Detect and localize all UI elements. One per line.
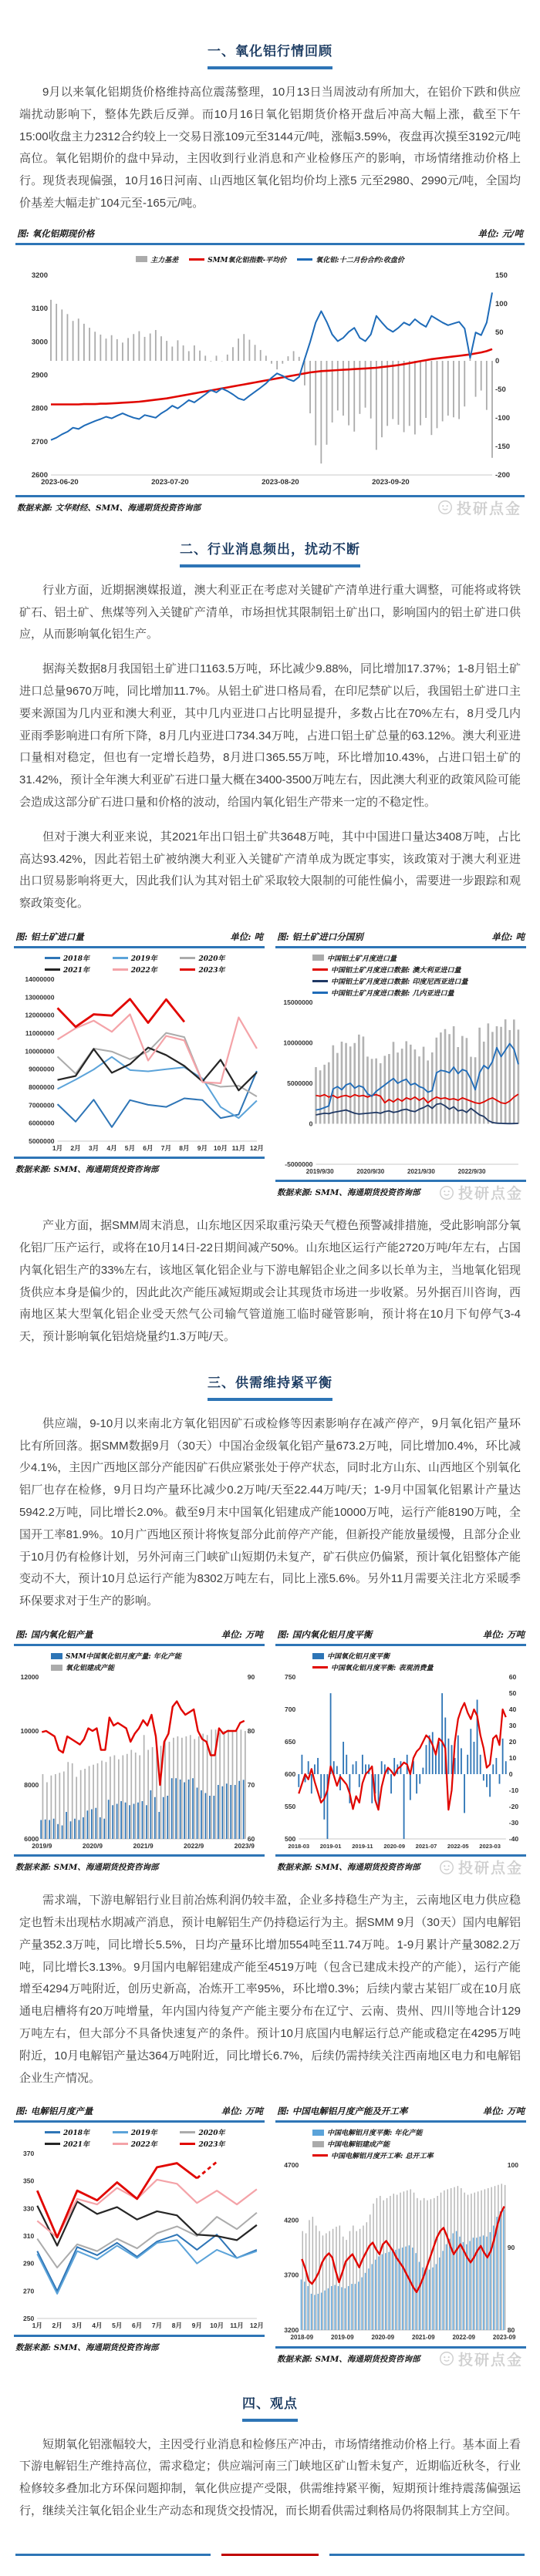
chart-source [275,2349,526,2366]
legend-label: 中国氧化铝月度平衡: 表观消费量 [331,1665,434,1673]
svg-text:90: 90 [507,2244,515,2252]
chart-header [14,1628,265,1644]
svg-text:6000: 6000 [24,1835,39,1844]
legend-line-swatch [189,258,204,261]
legend-item [113,953,181,963]
svg-text:2020-09: 2020-09 [371,2334,395,2342]
legend-line-swatch [180,957,195,959]
paragraph: 据海关数据8月我国铝土矿进口1163.5万吨，环比减少9.88%，同比增加17.37%；1-8月铝土矿进口总量9670万吨，同比增加11.7%。从铝土矿进口格局看，在印尼禁矿以后，我国铝土矿进口主要来源国为几内亚和澳大利亚，其中几内亚进口占比明显提升，多数占比在70%左右，8月受几内亚雨季影响进口有所下降，8月几内亚进口734.34万吨，占进口铝土矿总量的63.12%。澳大利亚进口量相对稳定，但也有一定增长趋势，8月进口365.55万吨，环比增加10.43%，占进口铝土矿的31.42%，预计全年澳大利亚矿石进口量大概在3400-3500万吨左右，因此澳大利亚的政策风险可能会造成这部分矿石进口量和价格的波动，给国内氧化铝生产带来一定的不稳定性。 [19,662,521,809]
svg-text:350: 350 [22,2177,35,2186]
paragraph: 短期氧化铝涨幅较大，主因受行业消息和检修压产冲击，市场情绪推动价格上行。基本面上看下游电解铝生产维持高位，需求稳定；供应端河南三门峡地区矿山暂未复产，近期临近秋冬，行业检修较多叠加北方环保问题抑制，氧化供应提产受限，供需维持紧平衡，短期预计维持震荡偏强运行，继续关注氧化铝企业生产动态和现货交投情况，而长期看供需过剩格局仍将限制其上方空间。 [19,2437,521,2517]
chart-unit: 单位: 吨 [230,931,263,942]
legend-item [189,254,286,264]
svg-text:30: 30 [508,1722,517,1730]
chart-source-text: 数据来源: SMM、海通期货投资咨询部 [15,1863,159,1873]
legend-item [312,988,454,998]
svg-text:4700: 4700 [284,2161,299,2170]
svg-text:70: 70 [247,1781,255,1790]
svg-text:550: 550 [284,1803,296,1811]
chart-row-alumina [0,1625,540,1877]
legend-item [312,953,397,963]
legend-line-swatch [45,2131,60,2133]
svg-text:9月: 9月 [191,2322,202,2330]
legend-line-swatch [312,1666,328,1669]
svg-text:13000000: 13000000 [25,993,55,1002]
legend-item [180,2139,248,2149]
svg-text:-100: -100 [495,413,511,423]
chart-legend [275,948,526,998]
section-title-underline [208,66,332,69]
legend-bar-swatch [51,1653,62,1659]
legend-item [180,2127,248,2137]
chart-title: 图: 铝土矿进口分国别 [277,931,363,942]
svg-text:15000000: 15000000 [283,998,313,1007]
svg-text:-150: -150 [495,442,511,451]
legend-item [113,965,181,975]
svg-text:11月: 11月 [230,2322,244,2330]
legend-label: 中国氧化铝月度平衡 [327,1653,390,1662]
legend-bar-swatch [312,2130,324,2136]
legend-label: 中国铝土矿月度进口数据: 澳大利亚进口量 [331,966,461,975]
section-heading [0,2392,540,2422]
chart-canvas [275,1672,526,1854]
svg-text:60: 60 [508,1673,517,1682]
watermark-text: 投研点金 [457,1186,523,1203]
svg-text:2700: 2700 [31,437,48,446]
section-market-review [0,40,540,515]
legend-bar-swatch [312,955,324,961]
legend-line-swatch [45,957,60,959]
chart-source-text: 数据来源: SMM、海通期货投资咨询部 [15,1165,159,1175]
svg-text:2020-09: 2020-09 [383,1843,406,1850]
legend-item [136,254,178,264]
chart-alumina-monthly-balance [275,1628,526,1877]
legend-item [297,254,404,264]
chart-canvas [275,998,526,1180]
chart-legend [275,2123,526,2160]
section-heading [0,538,540,567]
legend-label: 氧化铝建成产能 [66,1665,115,1673]
svg-text:2019-09: 2019-09 [331,2334,354,2342]
svg-text:500: 500 [284,1835,296,1844]
footer-divider-red-center [221,2554,319,2556]
svg-text:2019-11: 2019-11 [352,1843,373,1850]
legend-item [312,965,461,975]
chart-alumina-futures-spot-price [15,227,525,515]
footer-divider-blue-right [329,2554,525,2556]
svg-text:-10: -10 [508,1786,519,1795]
svg-text:270: 270 [22,2287,35,2295]
svg-text:3000: 3000 [31,338,48,347]
legend-label: 中国铝土矿月度进口数据: 印度尼西亚进口量 [331,978,468,986]
chart-title: 图: 铝土矿进口量 [15,931,84,942]
paragraph: 9月以来氧化铝期货价格维持高位震荡整理，10月13日当周波动有所加大，在铝价下跌和供应端扰动影响下，整体先跌后反弹。而10月16日氧化铝期货价格开盘后冲高大幅上涨，截至下午15:00收盘主力2312合约较上一交易日涨109元至3144元/吨，涨幅3.59%，夜盘再次摸至3192元/吨高位。氧化铝期价的盘中异动，主因收到行业消息和产业检修压产的影响，市场情绪推动价格上行。现货表现偏强，10月16日河南、山西地区氧化铝均价均上涨5 元至2980、2990元/吨，全国均价基差大幅走扩104元至-165元/吨。 [19,86,521,210]
legend-label: 2018年 [63,2130,90,2138]
svg-text:50: 50 [508,1689,517,1698]
legend-label: 2021年 [63,2141,90,2150]
chart-top-rule [15,243,525,245]
svg-text:2023-08-20: 2023-08-20 [262,477,299,487]
svg-text:-20: -20 [508,1803,519,1811]
svg-text:7000000: 7000000 [29,1101,55,1110]
svg-text:11月: 11月 [231,1144,246,1153]
chart-legend [14,2123,265,2149]
svg-text:8000000: 8000000 [29,1083,55,1091]
chart-header [15,227,525,243]
chart-unit: 单位: 元/吨 [478,227,523,239]
svg-text:12000: 12000 [20,1673,39,1682]
svg-text:700: 700 [284,1706,296,1714]
svg-text:2021/9/30: 2021/9/30 [407,1168,435,1176]
legend-line-swatch [113,968,128,971]
chart-unit: 单位: 万吨 [221,1629,263,1641]
svg-text:100: 100 [507,2161,519,2170]
chart-source-text: 数据来源: SMM、海通期货投资咨询部 [277,2354,420,2364]
legend-line-swatch [113,957,128,959]
legend-item [113,2139,181,2149]
legend-label: 2023年 [198,2141,225,2150]
chart-source-text: 数据来源: SMM、海通期货投资咨询部 [15,2342,159,2352]
section-title: 三、供需维持紧平衡 [208,1375,332,1390]
paragraph: 供应端，9-10月以来南北方氧化铝因矿石或检修等因素影响存在减产停产，9月氧化铝产量环比有所回落。据SMM数据9月（30天）中国冶金级氧化铝产量673.2万吨，同比增加0.4%，环比减少4.1%，主因广西地区部分产能因矿石供应紧张处于停产状态，同时北方山东、山西地区个别氧化铝厂也存在检修，9月日均产量环比减少0.2万吨/天至22.44万吨/天；1-9月中国氧化铝累计产量达5942.2万吨，同比增长2.0%。截至9月末中国氧化铝建成产能10000万吨，运行产能8190万吨，全国开工率81.9%。10月广西地区预计将恢复部分此前停产产能，但新投产能放量缓慢，且部分企业于10月仍有检修计划，另外河南三门峡矿山短期仍未复产，矿石供应仍偏紧，预计氧化铝整体产能变动不大，预计10月总运行产能为8302万吨左右，同比上涨5.6%。另外11月需要关注北方采暖季环保要求对于生产的影响。 [19,1416,521,1608]
chart-title: 图: 氧化铝期现价格 [17,227,95,239]
chart-row-aluminum [0,2102,540,2369]
legend-label: 2020年 [198,2130,225,2138]
svg-text:2900: 2900 [31,371,48,380]
svg-text:-50: -50 [495,385,506,394]
chart-unit: 单位: 万吨 [221,2106,263,2117]
svg-text:2022/9/30: 2022/9/30 [457,1168,486,1176]
legend-item [180,953,248,963]
chart-header [275,2105,526,2120]
svg-text:370: 370 [22,2150,35,2158]
chart-source [275,1857,526,1874]
svg-text:5月: 5月 [112,2322,123,2330]
legend-label: 中国铝土矿月度进口数据: 几内亚进口量 [331,989,454,998]
chart-source-text: 数据来源: 文华财经、SMM、海通期货投资咨询部 [17,503,201,513]
chart-aluminum-monthly-production [14,2105,265,2354]
legend-line-swatch [312,992,328,994]
svg-text:2020/9: 2020/9 [82,1842,103,1850]
chart-header [275,931,526,946]
svg-text:2019/9: 2019/9 [32,1842,52,1850]
svg-text:2021-07: 2021-07 [415,1843,437,1850]
chart-legend [275,1646,526,1672]
svg-text:2月: 2月 [52,2322,62,2330]
chart-canvas [15,268,525,495]
chart-aluminum-capacity-operating-rate [275,2105,526,2369]
svg-text:2020/9/30: 2020/9/30 [356,1168,385,1176]
chart-unit: 单位: 万吨 [482,2106,525,2117]
chart-source [15,497,525,515]
footer-divider-blue-left [15,2554,211,2556]
chart-row-bauxite [0,928,540,1203]
chart-bauxite-import-volume [14,931,265,1177]
svg-text:0: 0 [309,1120,313,1128]
svg-text:1月: 1月 [52,1144,63,1153]
chart-legend [14,1646,265,1672]
legend-item [312,2127,422,2137]
svg-text:2022-09: 2022-09 [452,2334,476,2342]
chart-legend [15,250,525,264]
chart-unit: 单位: 吨 [491,931,525,942]
svg-text:12月: 12月 [249,1144,264,1153]
svg-text:3200: 3200 [284,2326,299,2335]
paragraph: 但对于澳大利亚来说，其2021年出口铝土矿共3648万吨，其中中国进口量达3408万吨，占比高达93.42%，因此若铝土矿被纳澳大利亚入关键矿产清单成为既定事实，该政策对于澳大利亚进出口贸易影响将更大，因此我们认为其对铝土矿采取较大限制的可能性偏小，需要进一步跟踪和观察政策变化。 [19,830,521,911]
svg-text:2019/9/30: 2019/9/30 [305,1168,334,1176]
legend-line-swatch [297,258,312,261]
legend-label: 2022年 [130,966,157,975]
legend-label: 2018年 [63,955,90,963]
section-heading [0,40,540,69]
legend-line-swatch [113,2131,128,2133]
svg-text:330: 330 [22,2204,35,2213]
svg-text:8000: 8000 [24,1781,39,1790]
legend-line-swatch [113,2143,128,2145]
svg-text:2023-03: 2023-03 [479,1843,501,1850]
legend-item [312,2150,433,2160]
paragraph: 产业方面，据SMM周末消息，山东地区因采取重污染天气橙色预警减排措施，受此影响部分氧化铝厂压产运行，或将在10月14日-22日期间减产50%。山东地区运行产能2720万吨/年左右，占国内氧化铝生产的33%左右，该地区氧化铝企业与下游电解铝企业之间多以长单为主，当地氧化铝现货供应本身是偏少的，因此此次产能压减短期或会让其现货市场进一步收紧。另外据百川咨询，西南地区某大型氧化铝企业受天然气公司输气管道施工临时碰管影响，预计将在10月下旬停气3-4天，预计影响氧化铝焙烧量约1.3万吨/天。 [19,1219,521,1344]
svg-text:3月: 3月 [72,2322,83,2330]
svg-text:12000000: 12000000 [25,1011,55,1019]
chart-title: 图: 中国电解铝月度产能及开工率 [277,2106,408,2117]
paragraph: 行业方面，近期据澳媒报道，澳大利亚正在考虑对关键矿产清单进行重大调整，可能将或将铁矿石、铝土矿、焦煤等列入关键矿产清单，市场担忧其限制铝土矿出口，影响国内的铝土矿进口供应，从而影响氧化铝生产。 [19,583,521,641]
svg-text:9000000: 9000000 [29,1065,55,1073]
legend-line-swatch [180,968,195,971]
chart-canvas [275,2160,526,2345]
svg-text:750: 750 [284,1673,296,1682]
legend-label: 2019年 [130,2130,157,2138]
svg-text:2022-05: 2022-05 [447,1843,469,1850]
svg-text:5月: 5月 [124,1144,136,1153]
chart-source-text: 数据来源: SMM、海通期货投资咨询部 [277,1188,420,1198]
legend-bar-swatch [51,1665,62,1671]
svg-text:290: 290 [22,2260,35,2268]
watermark-text: 投研点金 [457,1860,523,1877]
legend-label: 氧化铝:十二月份合约:收盘价 [316,256,404,264]
legend-item [312,1651,390,1661]
svg-text:3100: 3100 [31,304,48,313]
legend-line-swatch [312,968,328,971]
chart-domestic-alumina-production [14,1628,265,1874]
svg-text:3700: 3700 [284,2271,299,2280]
chart-source-text: 数据来源: SMM、海通期货投资咨询部 [277,1863,420,1873]
legend-item [312,976,467,986]
legend-bar-swatch [312,1653,324,1659]
svg-text:12月: 12月 [249,2322,264,2330]
legend-item [180,965,248,975]
svg-text:5000000: 5000000 [287,1079,313,1087]
section-industry-news [0,538,540,1349]
svg-text:2800: 2800 [31,404,48,413]
legend-label: 主力基差 [150,256,179,264]
legend-label: SMM中国氧化铝月度产量: 年化产能 [66,1653,181,1662]
svg-text:-30: -30 [508,1819,519,1827]
svg-text:-40: -40 [508,1835,519,1844]
section-title-underline [208,1398,332,1401]
legend-item [51,1662,114,1672]
chart-source [14,1857,265,1874]
section-title: 一、氧化铝行情回顾 [208,44,332,59]
svg-text:2023-07-20: 2023-07-20 [151,477,189,487]
svg-text:14000000: 14000000 [25,975,55,984]
svg-text:2019-01: 2019-01 [319,1843,342,1850]
svg-text:40: 40 [508,1706,517,1714]
svg-text:6000000: 6000000 [29,1119,55,1127]
svg-text:3月: 3月 [88,1144,100,1153]
svg-text:7月: 7月 [151,2322,163,2330]
svg-text:5000000: 5000000 [29,1136,55,1145]
legend-label: 2020年 [198,955,225,963]
section-supply-demand [0,1372,540,2369]
legend-line-swatch [180,2131,195,2133]
legend-label: 中国电解铝月度平衡: 年化产能 [327,2130,423,2138]
svg-text:8月: 8月 [179,1144,190,1153]
svg-text:7月: 7月 [160,1144,172,1153]
chart-bauxite-import-by-country [275,931,526,1203]
svg-text:2018-09: 2018-09 [290,2334,314,2342]
watermark-text: 投研点金 [457,2352,523,2369]
chart-header [14,931,265,946]
svg-text:2021/9: 2021/9 [133,1842,154,1850]
svg-text:0: 0 [495,356,500,365]
legend-label: 2021年 [63,966,90,975]
svg-text:4月: 4月 [92,2322,103,2330]
legend-bar-swatch [312,2141,324,2147]
svg-text:2018-03: 2018-03 [288,1843,310,1850]
chart-unit: 单位: 万吨 [482,1629,525,1641]
paragraph: 需求端，下游电解铝行业目前冶炼利润仍较丰盈，企业多持稳生产为主，云南地区电力供应稳定也暂未出现枯水期减产消息，预计电解铝生产仍持稳运行为主。据SMM 9月（30天）国内电解铝产量352.3万吨，同比增长5.5%，日均产量环比增加554吨至11.74万吨。1-9月累计产量3082.2万吨，同比增长3.13%。9月国内电解铝建成产能至4519万吨（包含已建成未投产的产能），运行产能增至4294万吨附近，创历史新高，冶炼开工率95%，环比增0.3%；后续内蒙古某铝厂或在10月底通电启槽将有20万吨增量，年内国内待复产产能主要分布在辽宁、云南、贵州、四川等地合计129万吨左右，但大部分不具备快速复产的条件。预计10月底国内电解运行总产能或稳定在4295万吨附近，10月电解铝产量达364万吨附近，同比增长6.7%，后续仍需持续关注西南地区电力和电解铝企业生产情况。 [19,1894,521,2085]
chart-source [14,2337,265,2355]
svg-text:50: 50 [495,328,504,337]
legend-line-swatch [312,980,328,982]
svg-text:10000: 10000 [20,1727,39,1736]
chart-source [14,1159,265,1177]
svg-text:650: 650 [284,1738,296,1746]
svg-text:80: 80 [247,1727,255,1736]
svg-text:10000000: 10000000 [25,1047,55,1056]
chart-header [275,1628,526,1644]
svg-text:-5000000: -5000000 [285,1160,313,1168]
svg-text:10月: 10月 [210,2322,224,2330]
svg-text:11000000: 11000000 [25,1029,55,1037]
svg-text:10000000: 10000000 [283,1039,313,1047]
legend-item [45,2127,113,2137]
legend-line-swatch [45,2143,60,2145]
legend-label: 2023年 [198,966,225,975]
legend-line-swatch [180,2143,195,2145]
svg-text:60: 60 [247,1835,255,1844]
svg-text:2023-09: 2023-09 [492,2334,516,2342]
svg-text:20: 20 [508,1738,517,1746]
section-viewpoint [0,2392,540,2523]
chart-title: 图: 电解铝月度产量 [15,2106,93,2117]
legend-item [45,953,113,963]
svg-text:10: 10 [508,1754,517,1763]
legend-label: SMM氧化铝指数-平均价 [208,256,287,264]
watermark-text: 投研点金 [456,500,521,517]
legend-item [113,2127,181,2137]
chart-title: 图: 国内氧化铝月度平衡 [277,1629,373,1641]
svg-text:250: 250 [22,2315,35,2323]
legend-label: 中国铝土矿月度进口量 [327,955,397,963]
legend-item [312,2139,390,2149]
svg-text:6月: 6月 [143,1144,154,1153]
section-title: 四、观点 [242,2396,298,2411]
svg-text:600: 600 [284,1770,296,1779]
footer-divider [0,2554,540,2556]
svg-text:2023/9: 2023/9 [234,1842,255,1850]
legend-label: 2019年 [130,955,157,963]
svg-text:100: 100 [495,299,508,308]
chart-legend [14,948,265,975]
svg-text:2023-06-20: 2023-06-20 [41,477,79,487]
section-heading [0,1372,540,1401]
svg-text:310: 310 [22,2232,35,2241]
chart-canvas [14,975,265,1157]
svg-text:3200: 3200 [31,271,48,280]
svg-text:6月: 6月 [131,2322,143,2330]
section-title-underline [242,2419,298,2422]
legend-item [45,965,113,975]
chart-title: 图: 国内氧化铝产量 [15,1629,93,1641]
section-title: 二、行业消息频出，扰动不断 [180,541,360,557]
legend-label: 2022年 [130,2141,157,2150]
legend-item [45,2139,113,2149]
legend-label: 中国电解铝月度开工率: 总开工率 [331,2153,434,2161]
svg-text:1月: 1月 [32,2322,42,2330]
svg-text:2月: 2月 [70,1144,81,1153]
chart-canvas [14,2149,265,2334]
svg-text:2021-09: 2021-09 [411,2334,435,2342]
chart-canvas [14,1672,265,1854]
legend-label: 中国电解铝建成产能 [327,2141,390,2150]
svg-text:4月: 4月 [106,1144,117,1153]
svg-text:-200: -200 [495,470,511,480]
legend-bar-swatch [136,256,147,262]
svg-text:2022/9: 2022/9 [184,1842,204,1850]
chart-header [14,2105,265,2120]
legend-item [51,1651,181,1661]
svg-text:80: 80 [507,2326,515,2335]
section-title-underline [180,564,360,567]
svg-text:8月: 8月 [171,2322,183,2330]
svg-text:2023-09-20: 2023-09-20 [372,477,410,487]
svg-text:2600: 2600 [31,470,48,480]
svg-text:150: 150 [495,271,508,280]
chart-source [275,1182,526,1200]
legend-item [312,1662,433,1672]
legend-line-swatch [312,2154,328,2157]
svg-text:10月: 10月 [213,1144,228,1153]
svg-text:4200: 4200 [284,2216,299,2224]
legend-line-swatch [45,968,60,971]
svg-text:0: 0 [508,1770,513,1779]
svg-text:90: 90 [247,1673,255,1682]
svg-text:9月: 9月 [197,1144,208,1153]
